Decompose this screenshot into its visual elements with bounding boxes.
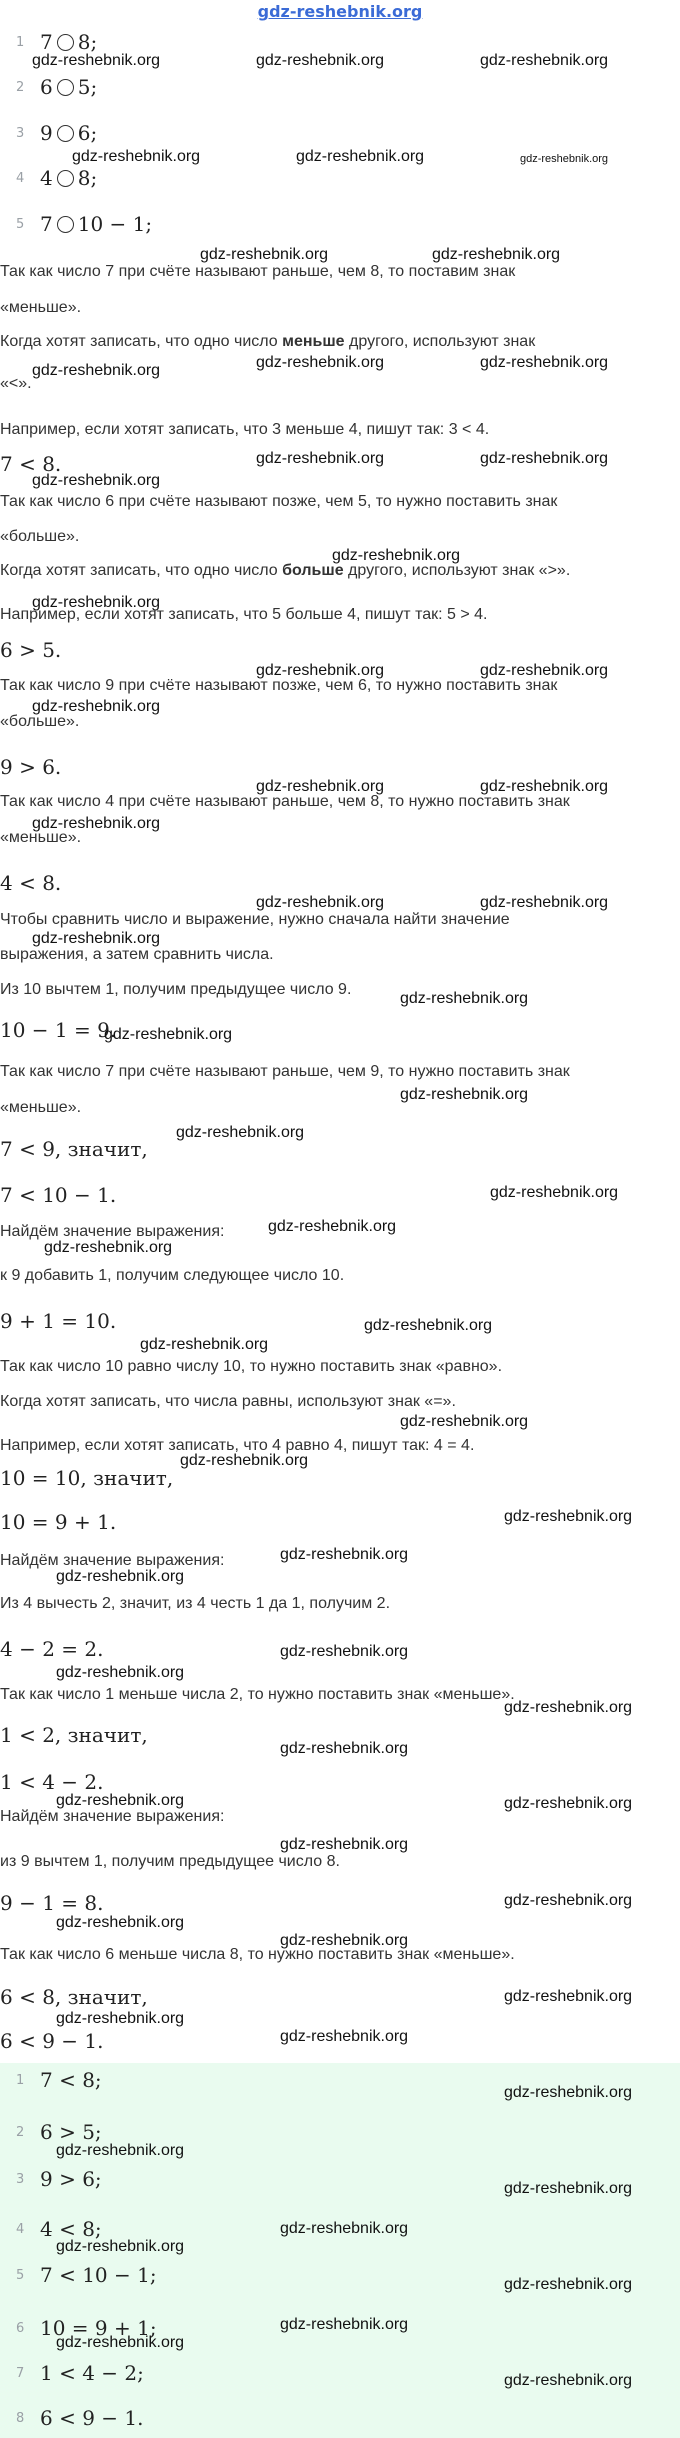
watermark: gdz-reshebnik.org — [520, 153, 609, 165]
solution-text: к 9 добавить 1, получим следующее число 10. — [0, 1267, 345, 1284]
watermark: gdz-reshebnik.org — [280, 1932, 409, 1949]
watermark: gdz-reshebnik.org — [176, 1124, 305, 1141]
solution-text: Так как число 7 при счёте называют раньше, чем 8, то поставим знак — [0, 263, 516, 280]
line-number: 3 — [16, 126, 25, 141]
solution-text: Так как число 4 при счёте называют раньше, чем 8, то нужно поставить знак — [0, 793, 570, 810]
line-number: 4 — [16, 2222, 25, 2237]
line-number: 3 — [16, 2172, 25, 2187]
watermark: gdz-reshebnik.org — [280, 2316, 409, 2333]
watermark: gdz-reshebnik.org — [400, 1086, 529, 1103]
watermark: gdz-reshebnik.org — [480, 894, 609, 911]
task-item — [40, 212, 152, 236]
watermark: gdz-reshebnik.org — [504, 2180, 633, 2197]
watermark: gdz-reshebnik.org — [56, 2142, 185, 2159]
watermark: gdz-reshebnik.org — [480, 778, 609, 795]
compare-circle-icon[interactable] — [57, 216, 74, 233]
watermark: gdz-reshebnik.org — [400, 1413, 529, 1430]
compare-circle-icon[interactable] — [57, 125, 74, 142]
watermark: gdz-reshebnik.org — [32, 594, 161, 611]
answer-item: 4 < 8; — [40, 2217, 102, 2241]
solution-expr: 10 = 9 + 1. — [0, 1510, 117, 1534]
watermark: gdz-reshebnik.org — [504, 1699, 633, 1716]
solution-expr: 9 > 6. — [0, 755, 62, 779]
watermark: gdz-reshebnik.org — [432, 246, 561, 263]
watermark: gdz-reshebnik.org — [32, 52, 161, 69]
solution-expr: 7 < 8. — [0, 452, 62, 476]
solution-text: Найдём значение выражения: — [0, 1552, 225, 1569]
task-item — [40, 75, 97, 99]
watermark: gdz-reshebnik.org — [44, 1239, 173, 1256]
solution-expr: 1 < 4 − 2. — [0, 1770, 104, 1794]
compare-circle-icon[interactable] — [57, 34, 74, 51]
solution-text — [0, 332, 535, 352]
line-number: 7 — [16, 2366, 25, 2381]
line-number: 2 — [16, 2125, 25, 2140]
task-left: 4 — [40, 166, 53, 190]
bold-term: больше — [282, 562, 344, 579]
solution-expr: 9 − 1 = 8. — [0, 1891, 104, 1915]
line-number: 1 — [16, 35, 25, 50]
watermark: gdz-reshebnik.org — [72, 148, 201, 165]
task-right: 5; — [77, 75, 98, 99]
line-number: 5 — [16, 2268, 25, 2283]
solution-expr: 4 < 8. — [0, 871, 62, 895]
watermark: gdz-reshebnik.org — [504, 2372, 633, 2389]
watermark: gdz-reshebnik.org — [56, 1914, 185, 1931]
watermark: gdz-reshebnik.org — [504, 2276, 633, 2293]
watermark: gdz-reshebnik.org — [256, 450, 385, 467]
watermark: gdz-reshebnik.org — [56, 1568, 185, 1585]
watermark: gdz-reshebnik.org — [480, 450, 609, 467]
task-left: 7 — [40, 212, 53, 236]
solution-text: Чтобы сравнить число и выражение, нужно сначала найти значение — [0, 911, 510, 928]
watermark: gdz-reshebnik.org — [490, 1184, 619, 1201]
solution-expr: 1 < 2, значит, — [0, 1723, 148, 1747]
watermark: gdz-reshebnik.org — [104, 1026, 233, 1043]
watermark: gdz-reshebnik.org — [364, 1317, 493, 1334]
watermark: gdz-reshebnik.org — [504, 1988, 633, 2005]
watermark: gdz-reshebnik.org — [504, 2084, 633, 2101]
answer-item: 6 < 9 − 1. — [40, 2406, 144, 2430]
watermark: gdz-reshebnik.org — [504, 1795, 633, 1812]
watermark: gdz-reshebnik.org — [200, 246, 329, 263]
watermark: gdz-reshebnik.org — [480, 354, 609, 371]
bold-term: меньше — [282, 333, 345, 350]
solution-text: Например, если хотят записать, что 5 больше 4, пишут так: 5 > 4. — [0, 606, 488, 623]
text-part: Когда хотят записать, что одно число — [0, 333, 283, 350]
task-item — [40, 166, 97, 190]
watermark: gdz-reshebnik.org — [32, 362, 161, 379]
solution-text: «меньше». — [0, 299, 82, 316]
watermark: gdz-reshebnik.org — [280, 1836, 409, 1853]
task-right: 8; — [77, 30, 98, 54]
watermark: gdz-reshebnik.org — [56, 1664, 185, 1681]
watermark: gdz-reshebnik.org — [256, 778, 385, 795]
compare-circle-icon[interactable] — [57, 79, 74, 96]
watermark: gdz-reshebnik.org — [56, 2010, 185, 2027]
task-item — [40, 30, 97, 54]
solution-text: «<». — [0, 375, 32, 392]
watermark: gdz-reshebnik.org — [504, 1892, 633, 1909]
solution-text: Так как число 6 при счёте называют позже, чем 5, то нужно поставить знак — [0, 493, 558, 510]
solution-text: «больше». — [0, 528, 80, 545]
solution-text: «больше». — [0, 713, 80, 730]
task-left: 6 — [40, 75, 53, 99]
text-part: другого, используют знак — [344, 333, 536, 350]
solution-expr: 6 > 5. — [0, 638, 62, 662]
compare-circle-icon[interactable] — [57, 170, 74, 187]
solution-text: Так как число 10 равно числу 10, то нужно поставить знак «равно». — [0, 1358, 503, 1375]
solution-text: Из 4 вычесть 2, значит, из 4 честь 1 да 1, получим 2. — [0, 1595, 391, 1612]
solution-expr: 6 < 8, значит, — [0, 1985, 148, 2009]
answer-item: 9 > 6; — [40, 2167, 102, 2191]
solution-text: Из 10 вычтем 1, получим предыдущее число 9. — [0, 981, 352, 998]
line-number: 2 — [16, 80, 25, 95]
task-right: 6; — [77, 121, 98, 145]
solution-text: Так как число 1 меньше числа 2, то нужно поставить знак «меньше». — [0, 1686, 515, 1703]
task-left: 7 — [40, 30, 53, 54]
task-right: 8; — [77, 166, 98, 190]
watermark: gdz-reshebnik.org — [256, 894, 385, 911]
watermark: gdz-reshebnik.org — [480, 52, 609, 69]
solution-text: Так как число 6 меньше числа 8, то нужно поставить знак «меньше». — [0, 1946, 515, 1963]
solution-text: Найдём значение выражения: — [0, 1223, 225, 1240]
watermark: gdz-reshebnik.org — [268, 1218, 397, 1235]
task-left: 9 — [40, 121, 53, 145]
watermark: gdz-reshebnik.org — [32, 472, 161, 489]
line-number: 6 — [16, 2321, 25, 2336]
solution-text — [0, 561, 570, 581]
line-number: 5 — [16, 217, 25, 232]
watermark: gdz-reshebnik.org — [504, 1508, 633, 1525]
task-right: 10 − 1; — [77, 212, 153, 236]
site-logo[interactable]: gdz-reshebnik.org — [257, 2, 423, 21]
watermark: gdz-reshebnik.org — [280, 1546, 409, 1563]
watermark: gdz-reshebnik.org — [180, 1452, 309, 1469]
solution-text: «меньше». — [0, 1099, 82, 1116]
solution-expr: 9 + 1 = 10. — [0, 1309, 117, 1333]
watermark: gdz-reshebnik.org — [56, 2334, 185, 2351]
solution-text: из 9 вычтем 1, получим предыдущее число 8. — [0, 1853, 340, 1870]
watermark: gdz-reshebnik.org — [256, 662, 385, 679]
watermark: gdz-reshebnik.org — [296, 148, 425, 165]
line-number: 4 — [16, 171, 25, 186]
solution-text: Например, если хотят записать, что 4 равно 4, пишут так: 4 = 4. — [0, 1437, 475, 1454]
watermark: gdz-reshebnik.org — [32, 815, 161, 832]
text-part: Когда хотят записать, что одно число — [0, 562, 283, 579]
answer-item: 6 > 5; — [40, 2120, 102, 2144]
answer-item: 10 = 9 + 1; — [40, 2316, 157, 2340]
watermark: gdz-reshebnik.org — [280, 1643, 409, 1660]
watermark: gdz-reshebnik.org — [56, 1792, 185, 1809]
watermark: gdz-reshebnik.org — [56, 2238, 185, 2255]
solution-expr: 10 − 1 = 9. — [0, 1018, 117, 1042]
solution-text: Например, если хотят записать, что 3 меньше 4, пишут так: 3 < 4. — [0, 421, 490, 438]
solution-expr: 10 = 10, значит, — [0, 1466, 174, 1490]
watermark: gdz-reshebnik.org — [32, 930, 161, 947]
solution-text: «меньше». — [0, 829, 82, 846]
solution-text: Так как число 7 при счёте называют раньше, чем 9, то нужно поставить знак — [0, 1063, 570, 1080]
solution-expr: 7 < 10 − 1. — [0, 1183, 117, 1207]
watermark: gdz-reshebnik.org — [32, 698, 161, 715]
solution-text: Так как число 9 при счёте называют позже, чем 6, то нужно поставить знак — [0, 677, 558, 694]
answer-item: 7 < 10 − 1; — [40, 2263, 157, 2287]
solution-text: Найдём значение выражения: — [0, 1808, 225, 1825]
line-number: 1 — [16, 2073, 25, 2088]
answer-item: 1 < 4 − 2; — [40, 2361, 144, 2385]
solution-text: выражения, а затем сравнить числа. — [0, 946, 274, 963]
solution-expr: 7 < 9, значит, — [0, 1137, 148, 1161]
watermark: gdz-reshebnik.org — [400, 990, 529, 1007]
watermark: gdz-reshebnik.org — [280, 2028, 409, 2045]
watermark: gdz-reshebnik.org — [480, 662, 609, 679]
task-item — [40, 121, 97, 145]
watermark: gdz-reshebnik.org — [256, 52, 385, 69]
answer-item: 7 < 8; — [40, 2068, 102, 2092]
line-number: 8 — [16, 2411, 25, 2426]
watermark: gdz-reshebnik.org — [280, 1740, 409, 1757]
text-part: другого, используют знак «>». — [343, 562, 571, 579]
solution-expr: 4 − 2 = 2. — [0, 1637, 104, 1661]
solution-expr: 6 < 9 − 1. — [0, 2029, 104, 2053]
solution-text: Когда хотят записать, что числа равны, используют знак «=». — [0, 1393, 456, 1410]
watermark: gdz-reshebnik.org — [332, 547, 461, 564]
watermark: gdz-reshebnik.org — [280, 2220, 409, 2237]
watermark: gdz-reshebnik.org — [140, 1336, 269, 1353]
watermark: gdz-reshebnik.org — [256, 354, 385, 371]
